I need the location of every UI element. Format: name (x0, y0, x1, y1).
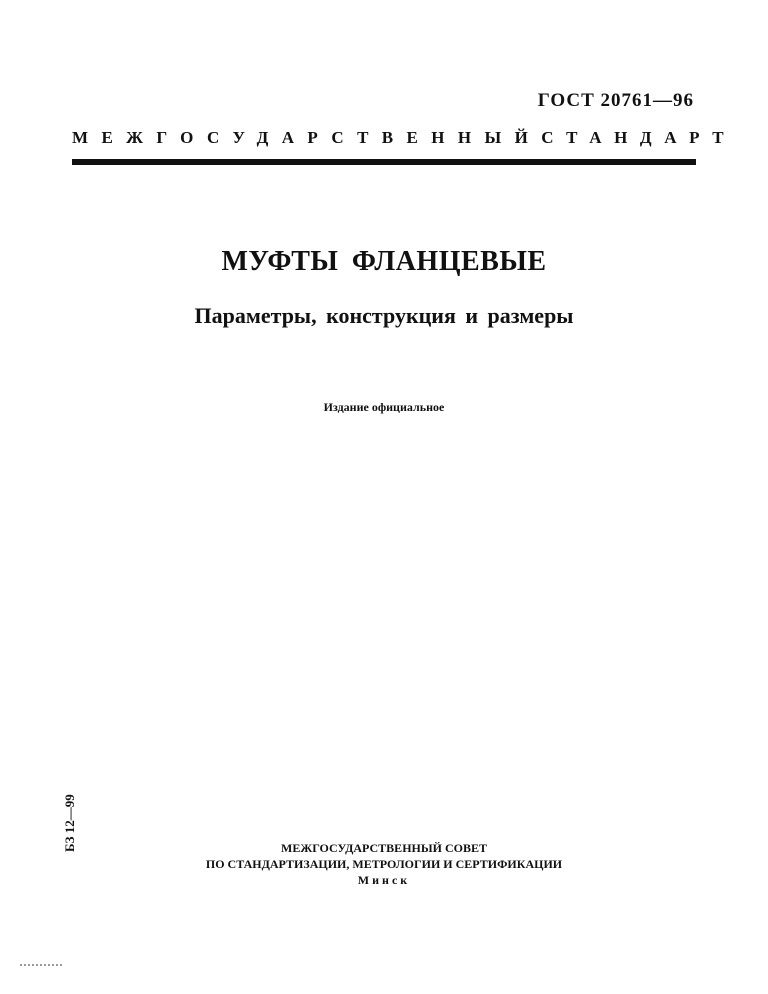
side-code: БЗ 12—99 (62, 794, 77, 852)
standard-banner-word2: СТАНДАРТ (541, 128, 737, 147)
edition-label: Издание официальное (323, 400, 445, 414)
page-title: МУФТЫ ФЛАНЦЕВЫЕ (221, 246, 547, 277)
publisher-line1: МЕЖГОСУДАРСТВЕННЫЙ СОВЕТ (281, 841, 487, 855)
standard-banner (72, 128, 737, 148)
document-number: ГОСТ 20761—96 (537, 90, 694, 111)
page-subtitle: Параметры, конструкция и размеры (194, 303, 574, 328)
header-rule (72, 159, 696, 165)
publisher-city: Минск (357, 873, 411, 887)
publisher-line2: ПО СТАНДАРТИЗАЦИИ, МЕТРОЛОГИИ И СЕРТИФИКАЦИИ (205, 857, 563, 871)
publisher-block (0, 840, 768, 888)
scan-mark (20, 964, 64, 966)
standard-banner-word1: МЕЖГОСУДАРСТВЕННЫЙ (72, 128, 542, 147)
